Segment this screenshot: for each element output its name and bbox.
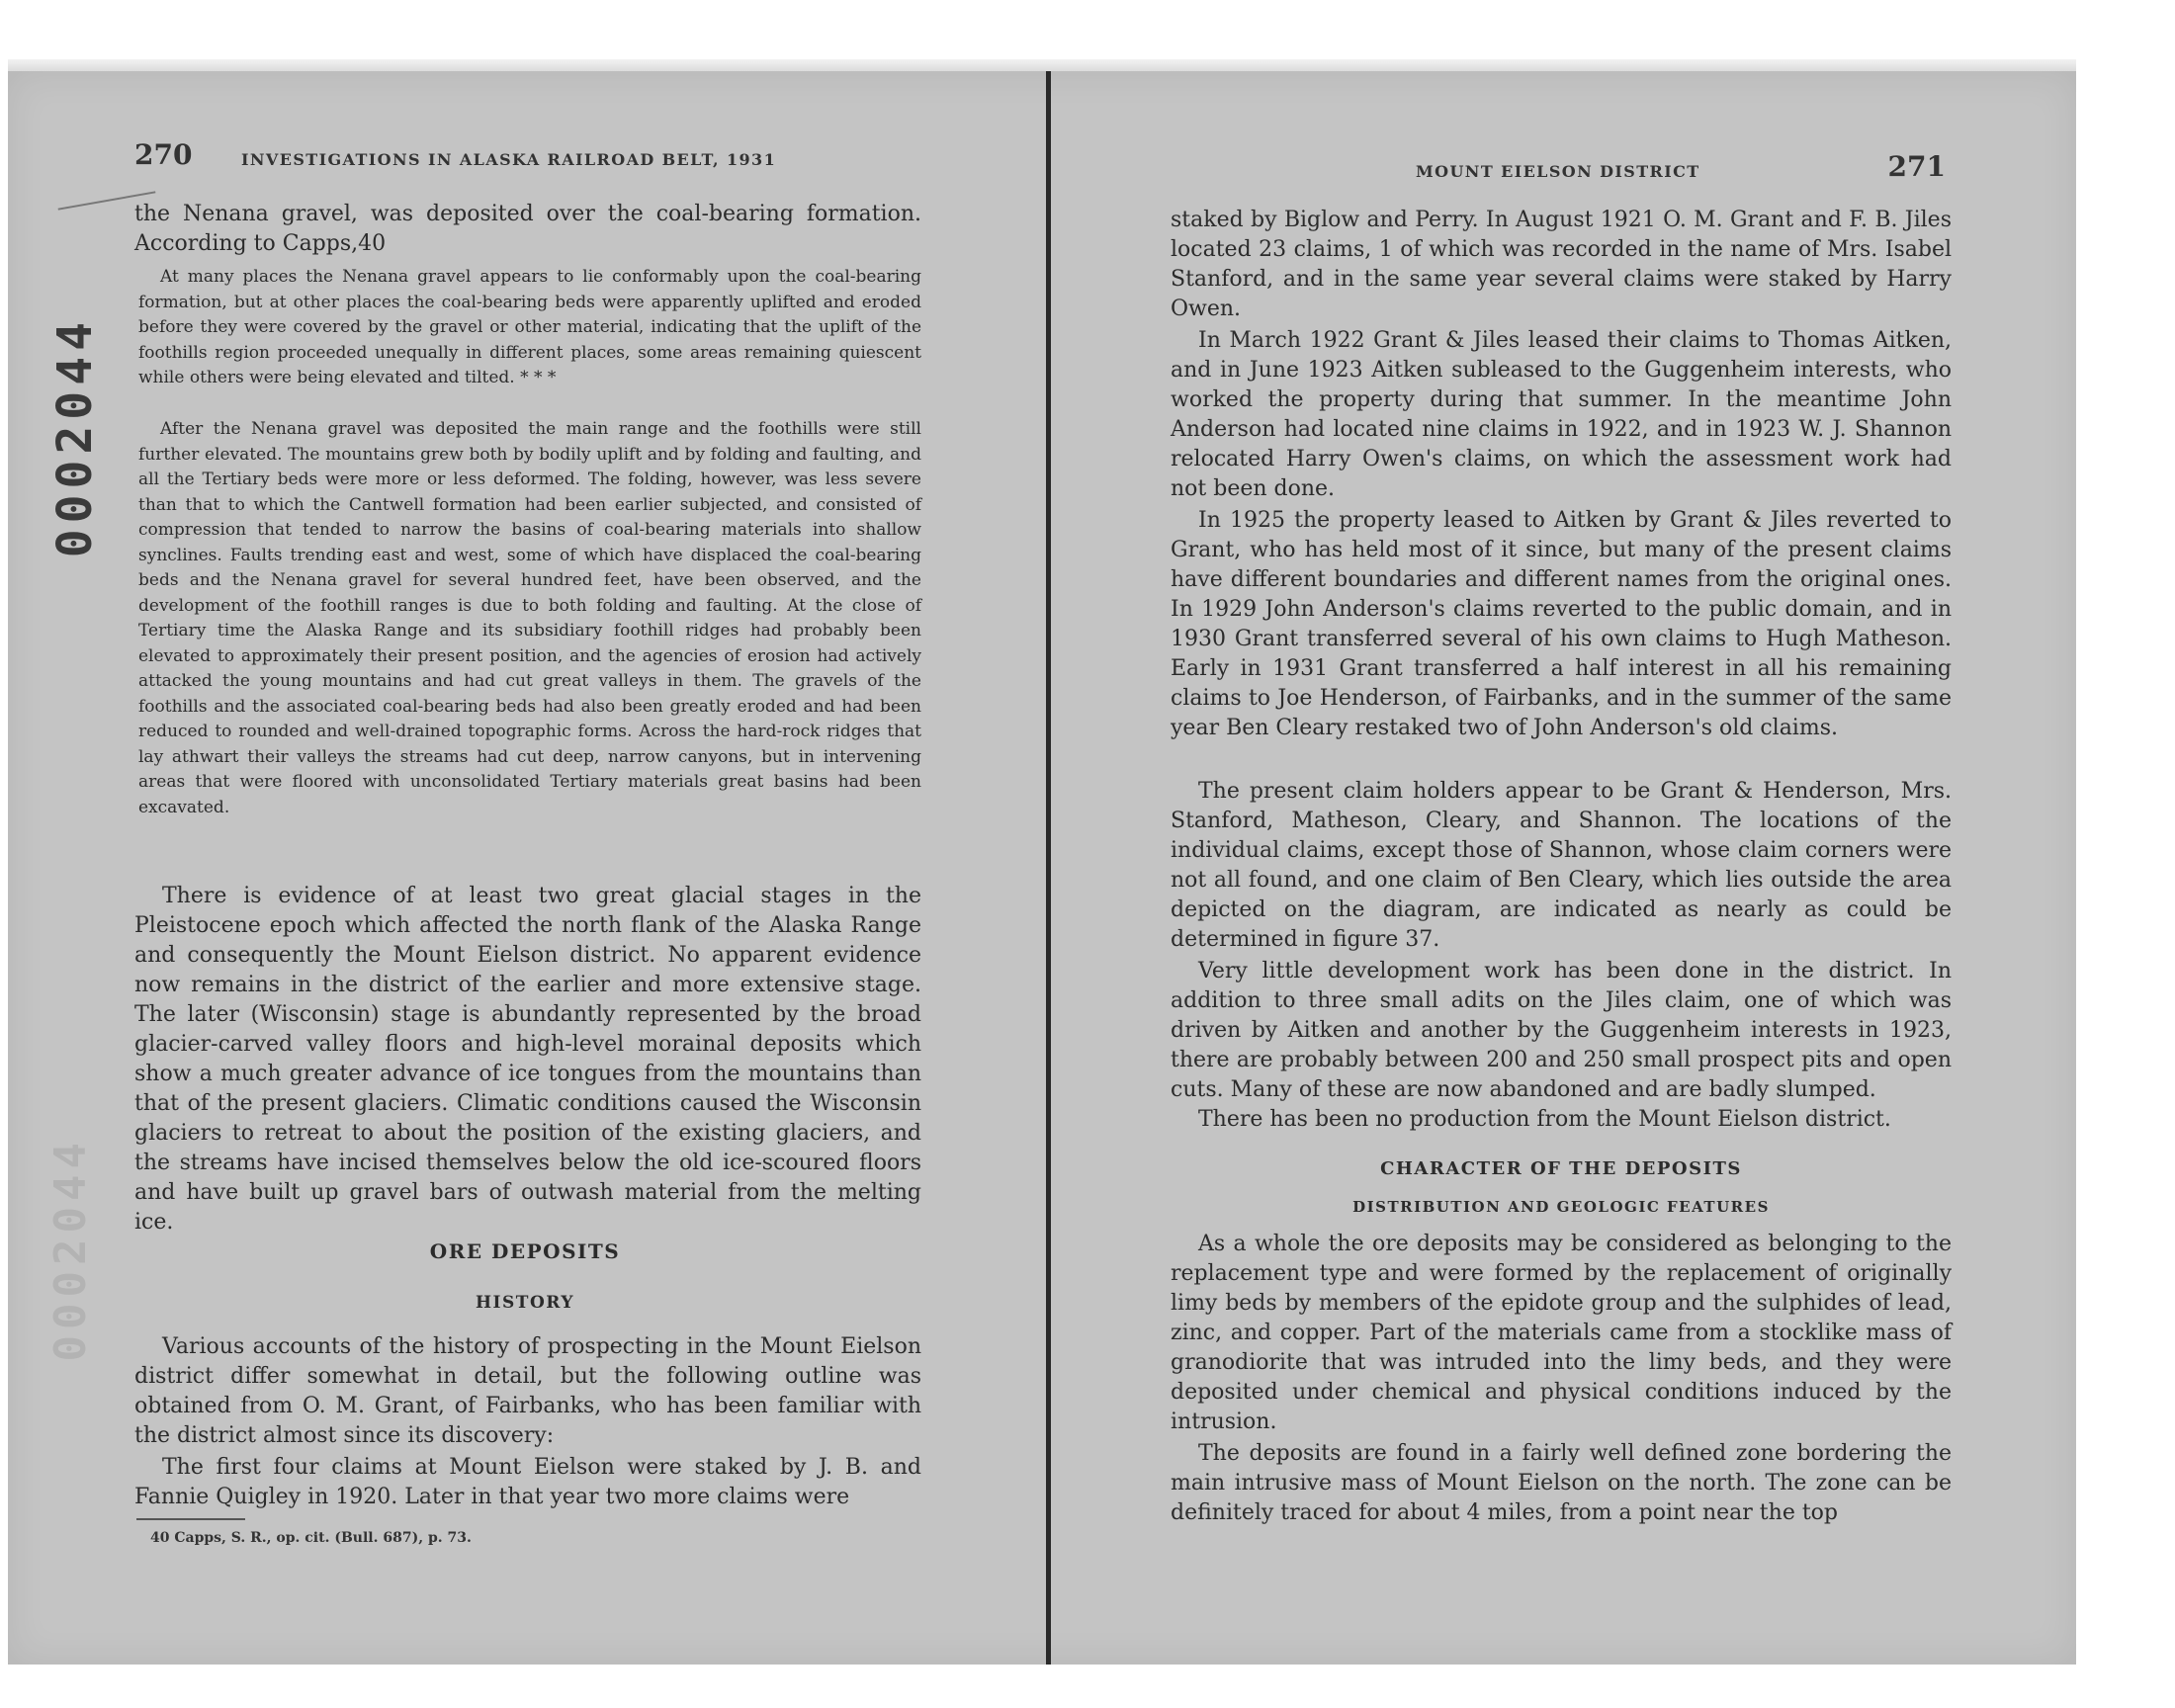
paragraph-4: The present claim holders appear to be Grant & Henderson, Mrs. Stanford, Matheson, Cleary, and Shannon. The locations of the individual claims, except those of Shannon, whose claim corners were not all found, and one claim of Ben Cleary, which lies outside the area depicted on the diagram, are indicated as nearly as could be determined in figure 37. (1171, 779, 1952, 952)
paragraph-5: Very little development work has been done in the district. In addition to three small adits on the Jiles claim, one of which was driven by Aitken and another by the Guggenheim interests in 1923, there are probably between 200 and 250 small prospect pits and open cuts. Many of these are now abandoned and are badly slumped. (1171, 959, 1952, 1102)
claims-paragraph: The first four claims at Mount Eielson were staked by J. B. and Fannie Quigley in 1920. Later in that year two more claims were (134, 1455, 921, 1509)
subheading-history: HISTORY (476, 1293, 574, 1313)
archive-stamp-bleedthrough: 0002044 (45, 1137, 96, 1362)
glacial-paragraph: There is evidence of at least two great glacial stages in the Pleistocene epoch which affected the north flank of the Alaska Range and consequently the Mount Eielson district. No apparent evidence now remains in the district of the earlier and more extensive stage. The later (Wisconsin) stage is abundantly represented by the broad glacier-carved valley floors and high-level morainal deposits which show a much greater advance of ice tongues from the mountains than that of the present glaciers. Climatic conditions caused the Wisconsin glaciers to retreat to about the position of the existing glaciers, and the streams have incised themselves below the old ice-scoured floors and have built up gravel bars of outwash material from the melting ice. (134, 884, 921, 1235)
page-number: 271 (1887, 150, 1946, 183)
left-page-header (127, 138, 923, 178)
subheading-distribution: DISTRIBUTION AND GEOLOGIC FEATURES (1352, 1198, 1770, 1216)
page-number: 270 (134, 138, 193, 171)
section-heading-character: CHARACTER OF THE DEPOSITS (1380, 1158, 1742, 1179)
paragraph-7: As a whole the ore deposits may be considered as belonging to the replacement type and were formed by the replacement of originally limy beds by members of the epidote group and the sulphides of lead, zinc, and copper. Part of the materials came from a stocklike mass of granodiorite that was intruded into the limy beds, and they were deposited under chemical and physical conditions induced by the intrusion. (1171, 1232, 1952, 1434)
paragraph-8: The deposits are found in a fairly well defined zone bordering the main intrusive mass of Mount Eielson on the north. The zone can be definitely traced for about 4 miles, from a point near the top (1171, 1441, 1952, 1525)
block-quote-2: After the Nenana gravel was deposited the main range and the foothills were still further elevated. The mountains grew both by bodily uplift and by folding and faulting, and all the Tertiary beds were more or less deformed. The folding, however, was less severe than that to which the Cantwell formation had been earlier subjected, and consisted of compression that tended to narrow the basins of coal-bearing materials into shallow synclines. Faults trending east and west, some of which have displaced the coal-bearing beds and the Nenana gravel for several hundred feet, have been observed, and the development of the foothill ranges is due to both folding and faulting. At the close of Tertiary time the Alaska Range and its subsidiary foothill ridges had probably been elevated to approximately their present position, and the agencies of erosion had actively attacked the young mountains and had cut great valleys in them. The gravels of the foothills and the associated coal-bearing beds had also been greatly eroded and had been reduced to rounded and well-drained topographic forms. Across the hard-rock ridges that lay athwart their valleys the streams had cut deep, narrow canyons, but in intervening areas that were floored with unconsolidated Tertiary materials great basins had been excavated. (138, 419, 921, 817)
paragraph-3: In 1925 the property leased to Aitken by Grant & Jiles reverted to Grant, who has held most of it since, but many of the present claims have different boundaries and different names from the original ones. In 1929 John Anderson's claims reverted to the public domain, and in 1930 Grant transferred several of his own claims to Hugh Matheson. Early in 1931 Grant transferred a half interest in all his remaining claims to Joe Henderson, of Fairbanks, and in the summer of the same year Ben Cleary restaked two of John Anderson's old claims. (1171, 508, 1952, 740)
archive-stamp: 0002044 (47, 316, 103, 558)
block-quote-1: At many places the Nenana gravel appears to lie conformably upon the coal-bearing formation, but at other places the coal-bearing beds were apparently uplifted and eroded before they were covered by the gravel or other material, indicating that the uplift of the foothills region proceeded unequally in different places, some areas remaining quiescent while others were being elevated and tilted. * * * (138, 267, 921, 387)
running-head: INVESTIGATIONS IN ALASKA RAILROAD BELT, 1931 (241, 150, 777, 169)
paragraph-6: There has been no production from the Mount Eielson district. (1198, 1107, 1891, 1132)
paragraph-1: staked by Biglow and Perry. In August 1921 O. M. Grant and F. B. Jiles located 23 claims, 1 of which was recorded in the name of Mrs. Isabel Stanford, and in the same year several claims were staked by Harry Owen. (1171, 208, 1952, 321)
right-page-header (1171, 150, 1952, 190)
footnote: 40 Capps, S. R., op. cit. (Bull. 687), p. 73. (150, 1530, 472, 1546)
section-heading-ore-deposits: ORE DEPOSITS (429, 1239, 621, 1263)
running-head: MOUNT EIELSON DISTRICT (1416, 162, 1700, 181)
intro-paragraph: the Nenana gravel, was deposited over the coal-bearing formation. According to Capps,40 (134, 202, 921, 256)
paragraph-2: In March 1922 Grant & Jiles leased their claims to Thomas Aitken, and in June 1923 Aitken subleased to the Guggenheim interests, who worked the property during that summer. In the meantime John Anderson had located nine claims in 1922, and in 1923 W. J. Shannon relocated Harry Owen's claims, on which the assessment work had not been done. (1171, 328, 1952, 501)
history-paragraph: Various accounts of the history of prospecting in the Mount Eielson district differ somewhat in detail, but the following outline was obtained from O. M. Grant, of Fairbanks, who has been familiar with the district almost since its discovery: (134, 1334, 921, 1448)
footnote-rule (136, 1518, 245, 1520)
book-gutter (1046, 71, 1051, 1665)
